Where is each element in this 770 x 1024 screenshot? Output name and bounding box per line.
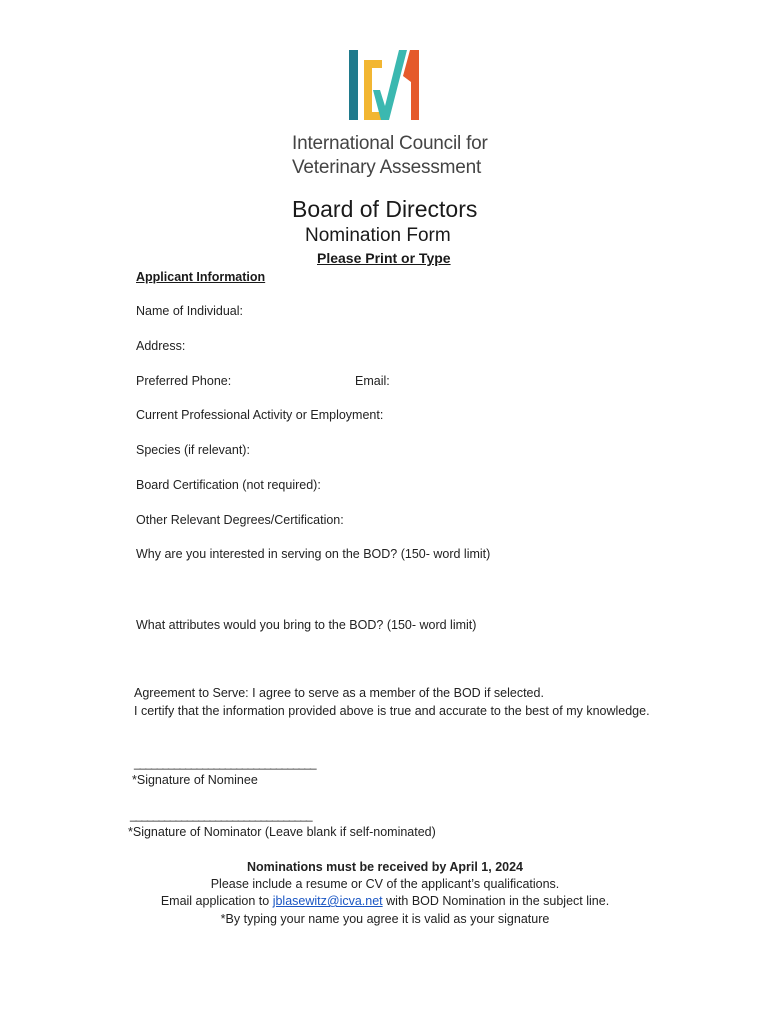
- applicant-section-heading: Applicant Information: [136, 270, 266, 284]
- deadline-notice: Nominations must be received by April 1, 2024: [246, 860, 524, 874]
- print-instruction: Please Print or Type: [317, 250, 451, 266]
- nominee-signature-line[interactable]: ________________________________: [134, 756, 316, 770]
- typing-signature-note: *By typing your name you agree it is valid as your signature: [220, 912, 550, 926]
- email-instruction-suffix: with BOD Nomination in the subject line.: [382, 894, 610, 908]
- nominee-signature-label: *Signature of Nominee: [132, 773, 258, 787]
- attributes-label: What attributes would you bring to the BOD? (150- word limit): [136, 618, 477, 632]
- page-title: Board of Directors: [292, 196, 478, 222]
- email-instruction: [100, 894, 670, 908]
- phone-field-label: Preferred Phone:: [136, 374, 232, 388]
- org-name-line1: International Council for: [292, 133, 488, 154]
- agreement-line1: Agreement to Serve: I agree to serve as a member of the BOD if selected.: [134, 686, 544, 700]
- why-interested-label: Why are you interested in serving on the BOD? (150- word limit): [136, 547, 491, 561]
- page-subtitle: Nomination Form: [305, 225, 451, 246]
- email-field-label: Email:: [355, 374, 390, 388]
- resume-notice: Please include a resume or CV of the applicant’s qualifications.: [210, 877, 560, 891]
- org-name-line2: Veterinary Assessment: [292, 157, 482, 178]
- name-field-label: Name of Individual:: [136, 304, 244, 318]
- agreement-line2: I certify that the information provided above is true and accurate to the best of my knowledge.: [134, 704, 650, 718]
- logo-letter-a: [403, 50, 419, 120]
- board-cert-field-label: Board Certification (not required):: [136, 478, 321, 492]
- nominator-signature-label: *Signature of Nominator (Leave blank if self-nominated): [128, 825, 436, 839]
- icva-logo-icon: [347, 46, 425, 124]
- email-instruction-prefix: Email application to: [160, 894, 273, 908]
- email-link[interactable]: jblasewitz@icva.net: [272, 894, 383, 908]
- degrees-field-label: Other Relevant Degrees/Certification:: [136, 513, 344, 527]
- address-field-label: Address:: [136, 339, 186, 353]
- nominator-signature-line[interactable]: ________________________________: [130, 808, 312, 822]
- species-field-label: Species (if relevant):: [136, 443, 250, 457]
- logo-letter-i: [349, 50, 358, 120]
- employment-field-label: Current Professional Activity or Employment:: [136, 408, 384, 422]
